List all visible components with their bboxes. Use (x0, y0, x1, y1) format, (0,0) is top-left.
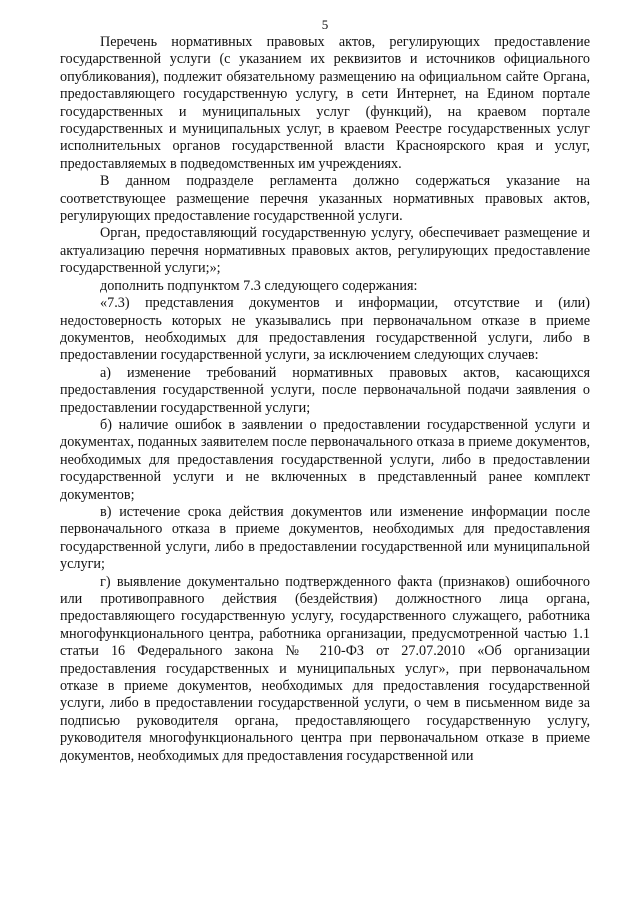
paragraph-item-v: в) истечение срока действия документов или изменение информации после первоначального отказа в приеме документов, необходимых для предоставления государственной услуги, либо в предоставлении государственной или муниципальной услуги; (60, 503, 590, 573)
paragraph-list-publication: Перечень нормативных правовых актов, регулирующих предоставление государственной услуги (с указанием их реквизитов и источников официального опубликования), подлежит обязательному размещению на официальном сайте Органа, предоставляющего государственную услугу, в сети Интернет, на Едином портале государственных и муниципальных услуг (функций), на краевом портале государственных и муниципальных услуг, в краевом Реестре государственных услуг исполнительных органов государственной власти Красноярского края и услуг, предоставляемых в подведомственных им учреждениях. (60, 34, 590, 172)
document-body (60, 34, 590, 765)
paragraph-organ-duty: Орган, предоставляющий государственную услугу, обеспечивает размещение и актуализацию перечня нормативных правовых актов, регулирующих предоставление государственной услуги;»; (60, 225, 590, 277)
paragraph-item-a: а) изменение требований нормативных правовых актов, касающихся предоставления государственной услуги, после первоначальной подачи заявления о предоставлении государственной услуги; (60, 364, 590, 416)
paragraph-clause-7-3: «7.3) представления документов и информации, отсутствие и (или) недостоверность которых не указывались при первоначальном отказе в приеме документов, необходимых для предоставления государственной услуги, либо в предоставлении государственной услуги, за исключением следующих случаев: (60, 295, 590, 364)
page-number: 5 (321, 17, 329, 32)
paragraph-item-b: б) наличие ошибок в заявлении о предоставлении государственной услуги и документах, поданных заявителем после первоначального отказа в приеме документов, необходимых для предоставления государственной услуги, либо в предоставлении государственной услуги и не включенных в представленный ранее комплект документов; (60, 416, 590, 503)
paragraph-item-g: г) выявление документально подтвержденного факта (признаков) ошибочного или противоправного действия (бездействия) должностного лица органа, предоставляющего государственную услугу, государственного служащего, работника многофункционального центра, работника организации, предусмотренной частью 1.1 статьи 16 Федерального закона № 210-ФЗ от 27.07.2010 «Об организации предоставления государственных и муниципальных услуг», при первоначальном отказе в приеме документов, необходимых для предоставления государственной услуги, либо в предоставлении государственной услуги, о чем в письменном виде за подписью руководителя органа, предоставляющего государственную услугу, руководителя многофункционального центра при первоначальном отказе в приеме документов, необходимых для предоставления государственной или (60, 573, 590, 764)
paragraph-placement-note: В данном подразделе регламента должно содержаться указание на соответствующее размещение перечня указанных нормативных правовых актов, регулирующих предоставление государственной услуги. (60, 173, 590, 225)
paragraph-add-subclause: дополнить подпунктом 7.3 следующего содержания: (100, 277, 418, 294)
